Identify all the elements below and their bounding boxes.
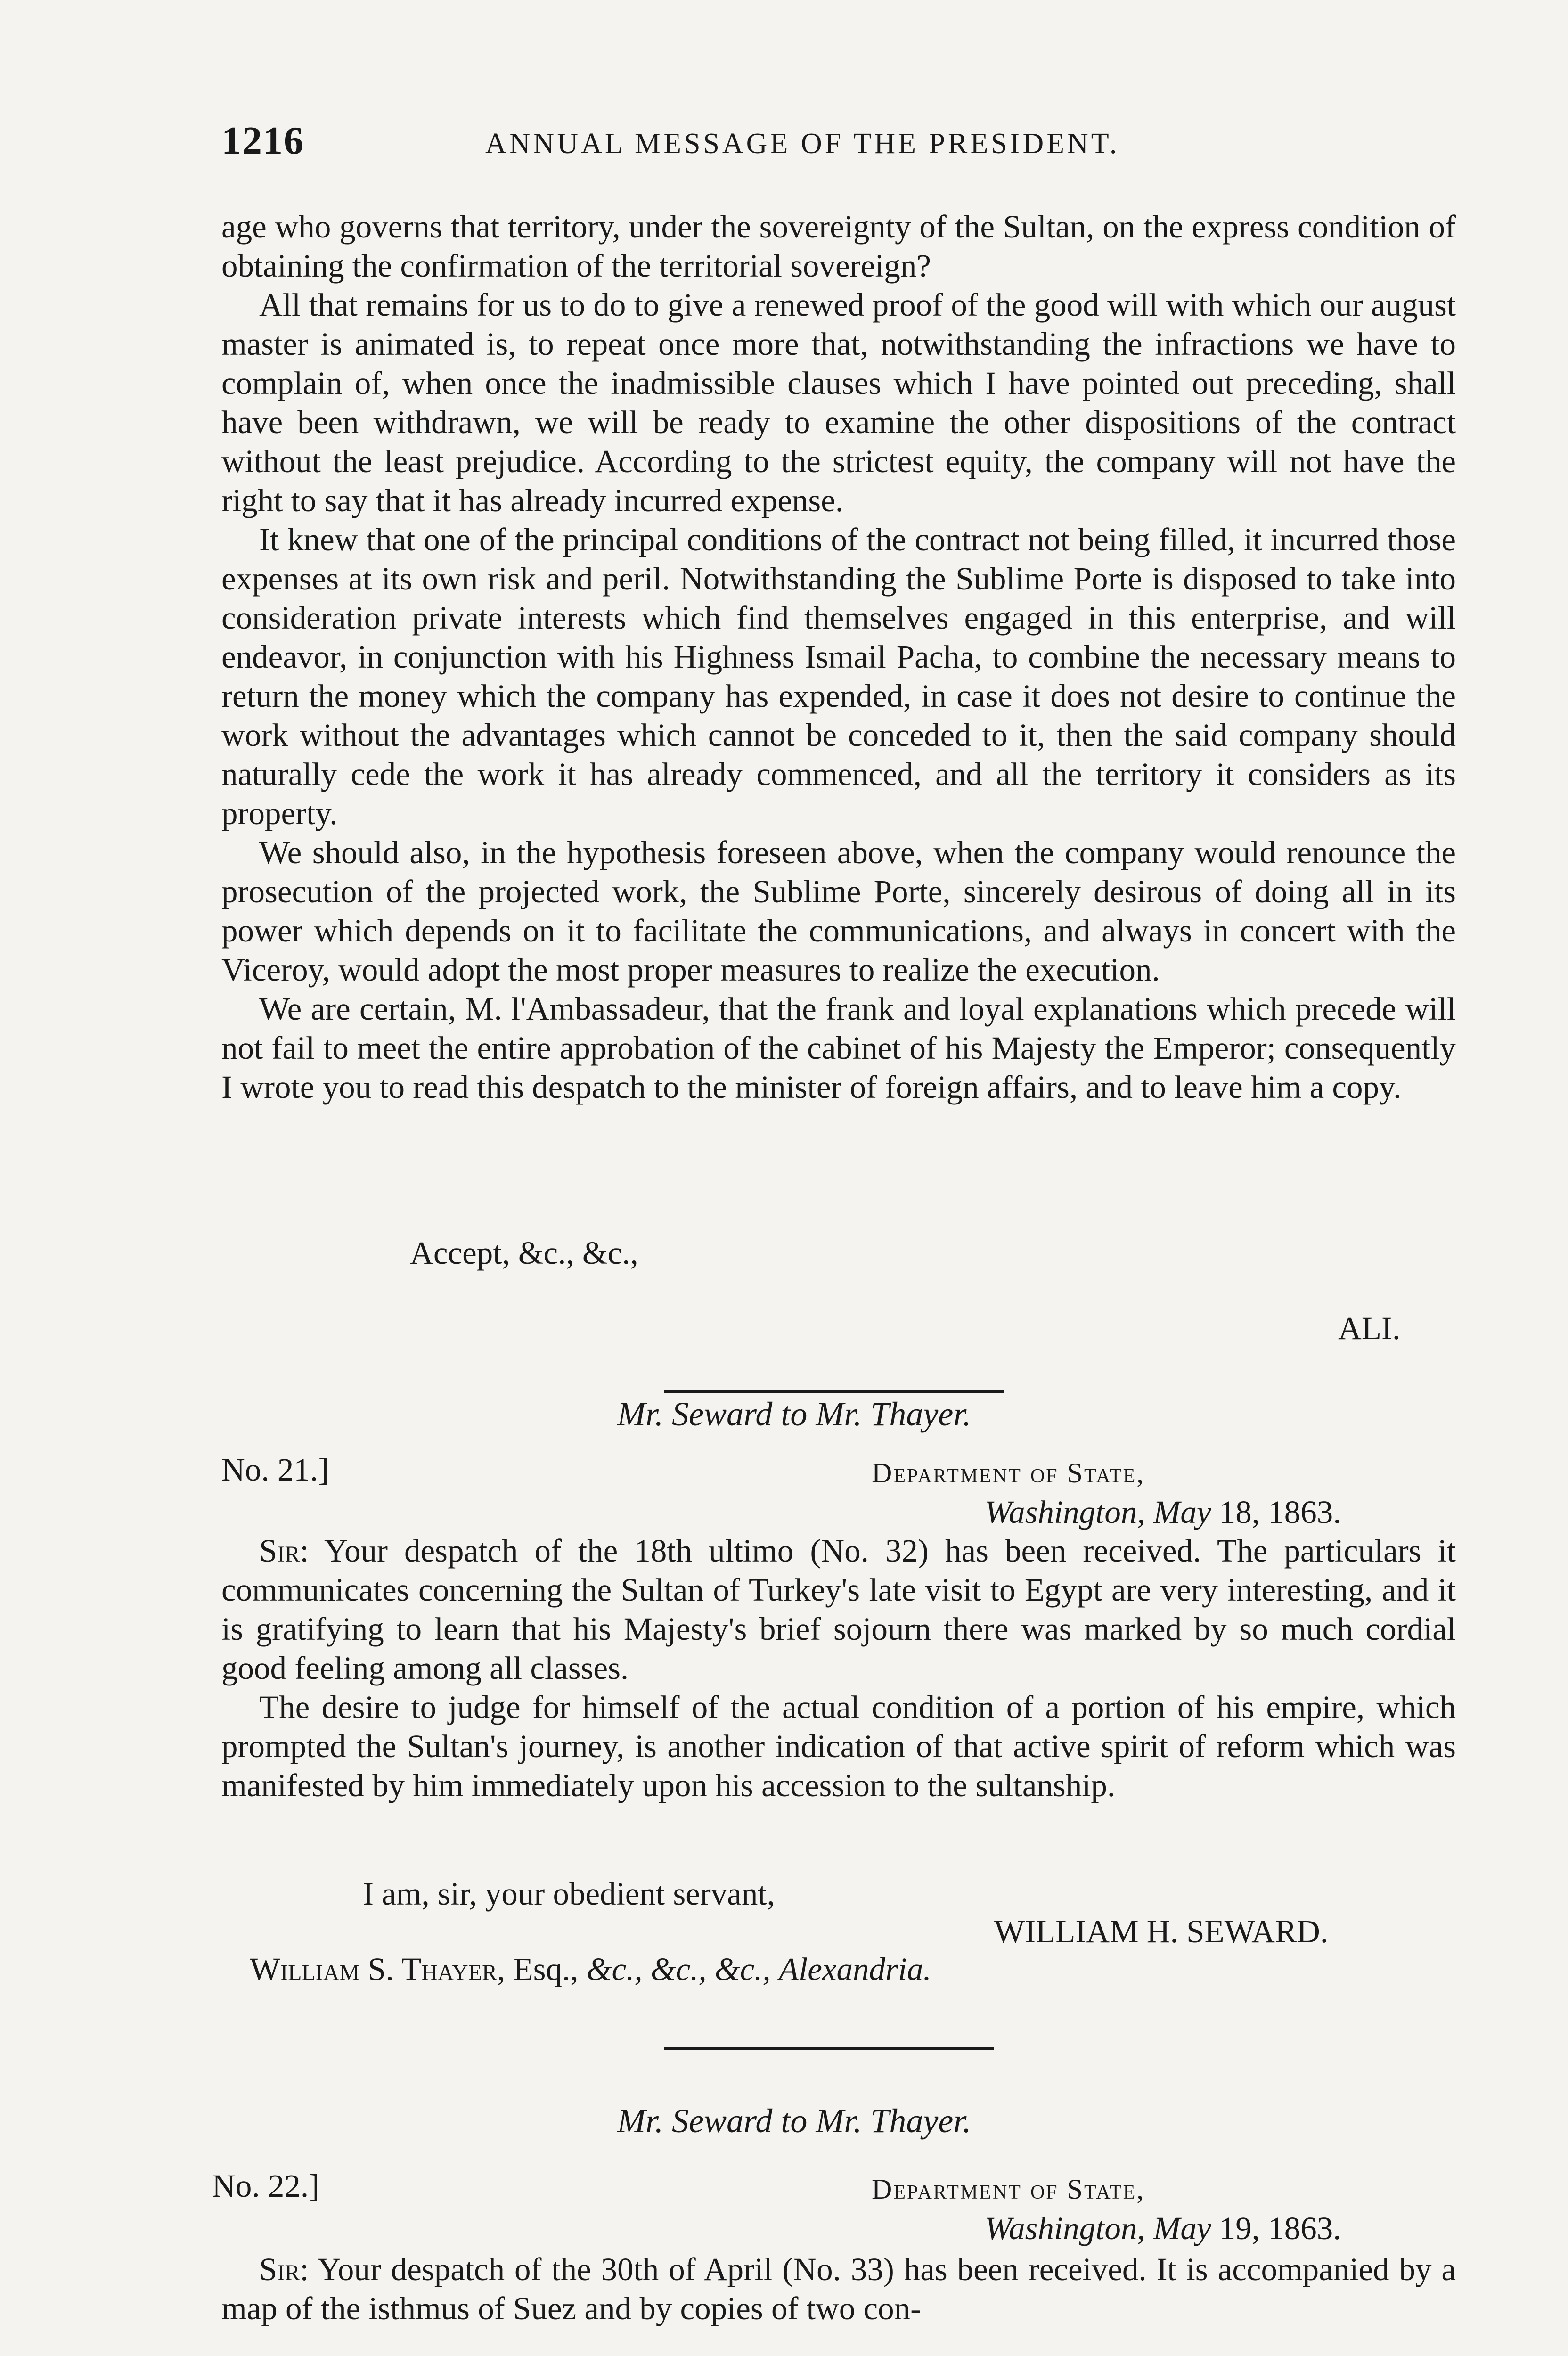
closing-formula: Accept, &c., &c.,: [410, 1235, 638, 1271]
paragraph: [221, 2250, 1456, 2328]
running-head: ANNUAL MESSAGE OF THE PRESIDENT.: [485, 128, 1120, 160]
dateline: [985, 1494, 1341, 1531]
letter-title: Mr. Seward to Mr. Thayer.: [617, 2102, 972, 2140]
addressee-place: Alexandria.: [778, 1951, 931, 1987]
paragraph-text: Your despatch of the 18th ultimo (No. 32) has been received. The particulars it communicates concerning the Sultan of Turkey's late visit to Egypt are very interesting, and it is gratifying to learn that his Majesty's brief sojourn there was marked by so much cordial good feeling among all classes.: [221, 1533, 1456, 1686]
dateline-place: Washington,: [985, 1494, 1145, 1530]
paragraph: The desire to judge for himself of the actual condition of a portion of his empire, which prompted the Sultan's journey, is another indication of that active spirit of reform which was manifested by him immediately upon his accession to the sultanship.: [221, 1689, 1456, 1803]
letter-title: Mr. Seward to Mr. Thayer.: [617, 1395, 972, 1433]
letter-22-body: [221, 2250, 1456, 2328]
despatch-number: No. 22.]: [212, 2168, 320, 2204]
dateline-month: May: [1153, 2210, 1211, 2246]
dateline: [985, 2210, 1341, 2247]
closing-formula: I am, sir, your obedient servant,: [363, 1876, 775, 1912]
salutation: Sir:: [259, 2251, 309, 2287]
despatch-number: No. 21.]: [221, 1452, 329, 1488]
paragraph: age who governs that territory, under the sovereignty of the Sultan, on the express condition of obtaining the confirmation of the territorial sovereign?: [221, 209, 1456, 284]
department-line: Department of State,: [872, 2174, 1145, 2205]
addressee-etc: &c., &c., &c.,: [586, 1951, 771, 1987]
page-header: [221, 118, 1446, 170]
page-number: 1216: [221, 119, 304, 163]
dateline-month: May: [1153, 1494, 1211, 1530]
section-divider: [664, 1390, 1004, 1393]
addressee-line: [250, 1951, 931, 1988]
addressee-suffix: Esq.,: [513, 1951, 579, 1987]
paragraph: All that remains for us to do to give a renewed proof of the good will with which our august master is animated is, to repeat once more that, notwithstanding the infractions we have to complain of, when once the inadmissible clauses which I have pointed out preceding, shall have been withdrawn, we will be ready to examine the other dispositions of the contract without the least prejudice. According to the strictest equity, the company will not have the right to say that it has already incurred expense.: [221, 287, 1456, 518]
paragraph-text: Your despatch of the 30th of April (No. 33) has been received. It is accompanied by a map of the isthmus of Suez and by copies of two con-: [221, 2251, 1456, 2326]
dateline-date: 18, 1863.: [1219, 1494, 1341, 1530]
paragraph: [221, 1531, 1456, 1688]
letter-21-body: [221, 1531, 1456, 1805]
signature: ALI.: [1338, 1310, 1401, 1346]
paragraph: We are certain, M. l'Ambassadeur, that the frank and loyal explanations which precede will not fail to meet the entire approbation of the cabinet of his Majesty the Emperor; consequently I wrote you to read this despatch to the minister of foreign affairs, and to leave him a copy.: [221, 991, 1456, 1105]
addressee-name: William S. Thayer,: [250, 1951, 506, 1987]
signature: WILLIAM H. SEWARD.: [994, 1914, 1329, 1949]
section-divider: [664, 2047, 994, 2050]
salutation: Sir:: [259, 1533, 309, 1569]
dateline-date: 19, 1863.: [1219, 2210, 1341, 2246]
dateline-place: Washington,: [985, 2210, 1145, 2246]
paragraph: It knew that one of the principal conditions of the contract not being filled, it incurred those expenses at its own risk and peril. Notwithstanding the Sublime Porte is disposed to take into consideration private interests which find themselves engaged in this enterprise, and will endeavor, in conjunction with his Highness Ismail Pacha, to combine the necessary means to return the money which the company has expended, in case it does not desire to continue the work without the advantages which cannot be conceded to it, then the said company should naturally cede the work it has already commenced, and all the territory it considers as its property.: [221, 522, 1456, 831]
department-line: Department of State,: [872, 1457, 1145, 1489]
despatch-ali-body: [221, 207, 1456, 1107]
paragraph: We should also, in the hypothesis foreseen above, when the company would renounce the prosecution of the projected work, the Sublime Porte, sincerely desirous of doing all in its power which depends on it to facilitate the communications, and always in concert with the Viceroy, would adopt the most proper measures to realize the execution.: [221, 834, 1456, 988]
